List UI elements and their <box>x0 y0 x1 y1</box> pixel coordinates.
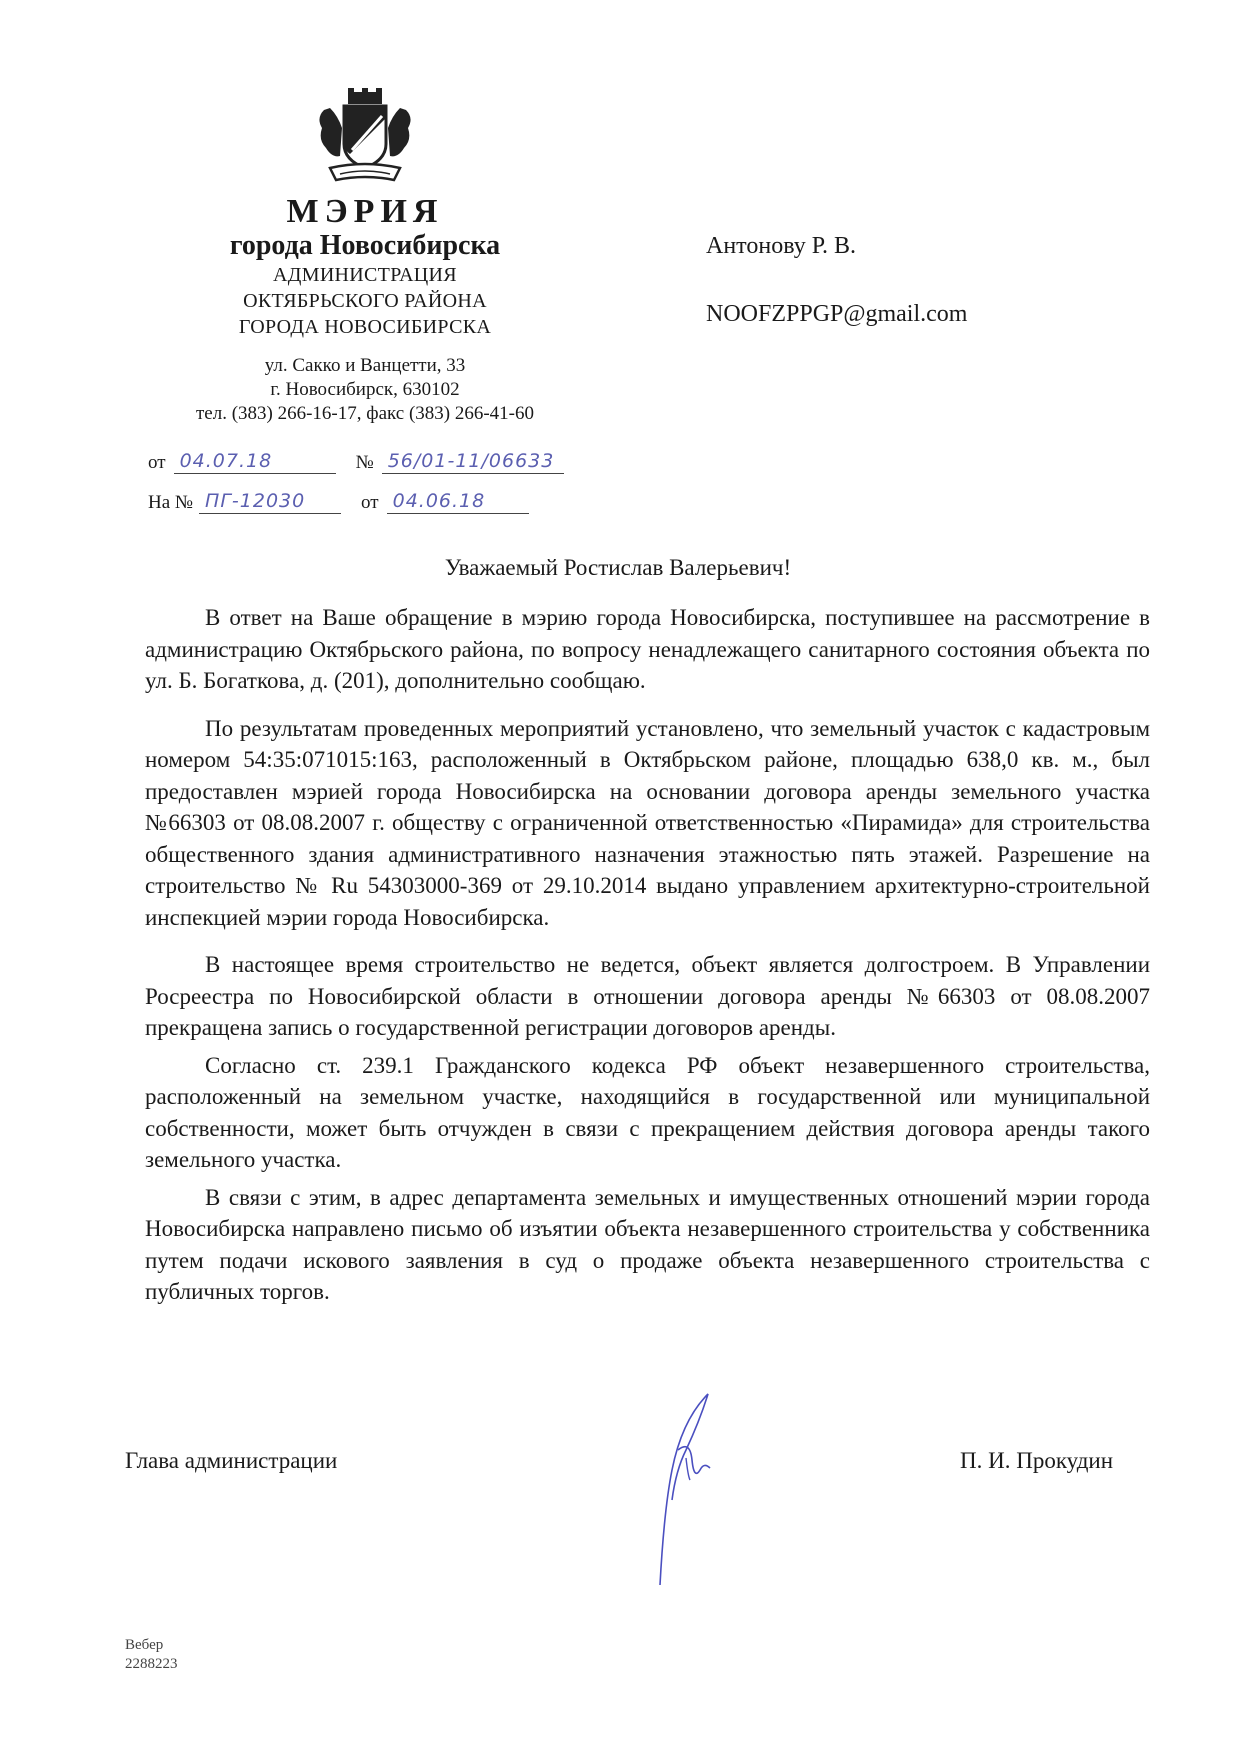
signatory-title: Глава администрации <box>125 1448 338 1473</box>
recipient-block <box>706 212 967 348</box>
org-main-title: МЭРИЯ <box>286 193 444 230</box>
body-paragraph: В настоящее время строительство не ведется, объект является долгостроем. В Управлении Росреестра по Новосибирской области в отношении договора аренды №66303 от 08.08.2007 прекращена запись о государственной регистрации договоров аренды. <box>145 952 1150 1040</box>
outgoing-date: 04.07.18 <box>174 450 336 474</box>
incoming-registration <box>148 490 529 514</box>
executor-info <box>125 1636 178 1674</box>
body-paragraph: В ответ на Ваше обращение в мэрию города Новосибирска, поступившее на рассмотрение в администрацию Октябрьского района, по вопросу ненадлежащего санитарного состояния объекта по ул. Б. Богаткова, д. (201), дополнительно сообщаю. <box>145 605 1150 693</box>
outgoing-registration <box>148 450 564 474</box>
address-phone: тел. (383) 266-16-17, факс (383) 266-41-60 <box>195 403 535 424</box>
reply-label: На № <box>148 492 194 513</box>
from-label: от <box>148 452 166 473</box>
org-sub-line: АДМИНИСТРАЦИЯ <box>273 264 457 286</box>
outgoing-number: 56/01-11/06633 <box>382 450 564 474</box>
body-paragraph: Согласно ст. 239.1 Гражданского кодекса РФ объект незавершенного строительства, расположенный на земельном участке, находящийся в государственной или муниципальной собственности, может быть отчужден в связи с прекращением действия договора аренды такого земельного участка. <box>145 1052 1150 1172</box>
handwritten-signature-icon <box>620 1390 740 1590</box>
letter-body <box>145 588 1150 1324</box>
signatory-name: П. И. Прокудин <box>960 1448 1114 1473</box>
letterhead <box>130 88 600 426</box>
org-city: города Новосибирска <box>229 230 501 261</box>
body-paragraph: В связи с этим, в адрес департамента земельных и имущественных отношений мэрии города Новосибирска направлено письмо об изъятии объекта незавершенного строительства у собственника путем подачи искового заявления в суд о продаже объекта незавершенного строительства с публичных торгов. <box>145 1184 1150 1304</box>
number-label: № <box>355 452 374 473</box>
coat-of-arms-icon <box>310 88 420 188</box>
recipient-name: Антонову Р. В. <box>706 233 857 259</box>
org-sub-line: ГОРОДА НОВОСИБИРСКА <box>238 316 492 338</box>
body-paragraph: По результатам проведенных мероприятий установлено, что земельный участок с кадастровым номером 54:35:071015:163, расположенный в Октябрьском районе, площадью 638,0 кв. м., был предоставлен мэрией города Новосибирска на основании договора аренды земельного участка №66303 от 08.08.2007 г. обществу с ограниченной ответственностью «Пирамида» для строительства общественного здания административного назначения этажностью пять этажей. Разрешение на строительство № Ru 54303000-369 от 29.10.2014 выдано управлением архитектурно-строительной инспекцией мэрии города Новосибирска. <box>145 715 1150 930</box>
org-address <box>130 354 600 426</box>
reply-date: 04.06.18 <box>387 490 529 514</box>
executor-phone: 2288223 <box>125 1656 178 1672</box>
salutation: Уважаемый Ростислав Валерьевич! <box>444 555 792 580</box>
executor-name: Вебер <box>125 1637 164 1653</box>
org-sub-line: ОКТЯБРЬСКОГО РАЙОНА <box>243 290 487 312</box>
address-city: г. Новосибирск, 630102 <box>270 379 460 400</box>
reply-from-label: от <box>361 492 379 513</box>
address-street: ул. Сакко и Ванцетти, 33 <box>264 355 466 376</box>
recipient-email: NOOFZPPGP@gmail.com <box>706 301 968 327</box>
reply-number: ПГ-12030 <box>199 490 341 514</box>
